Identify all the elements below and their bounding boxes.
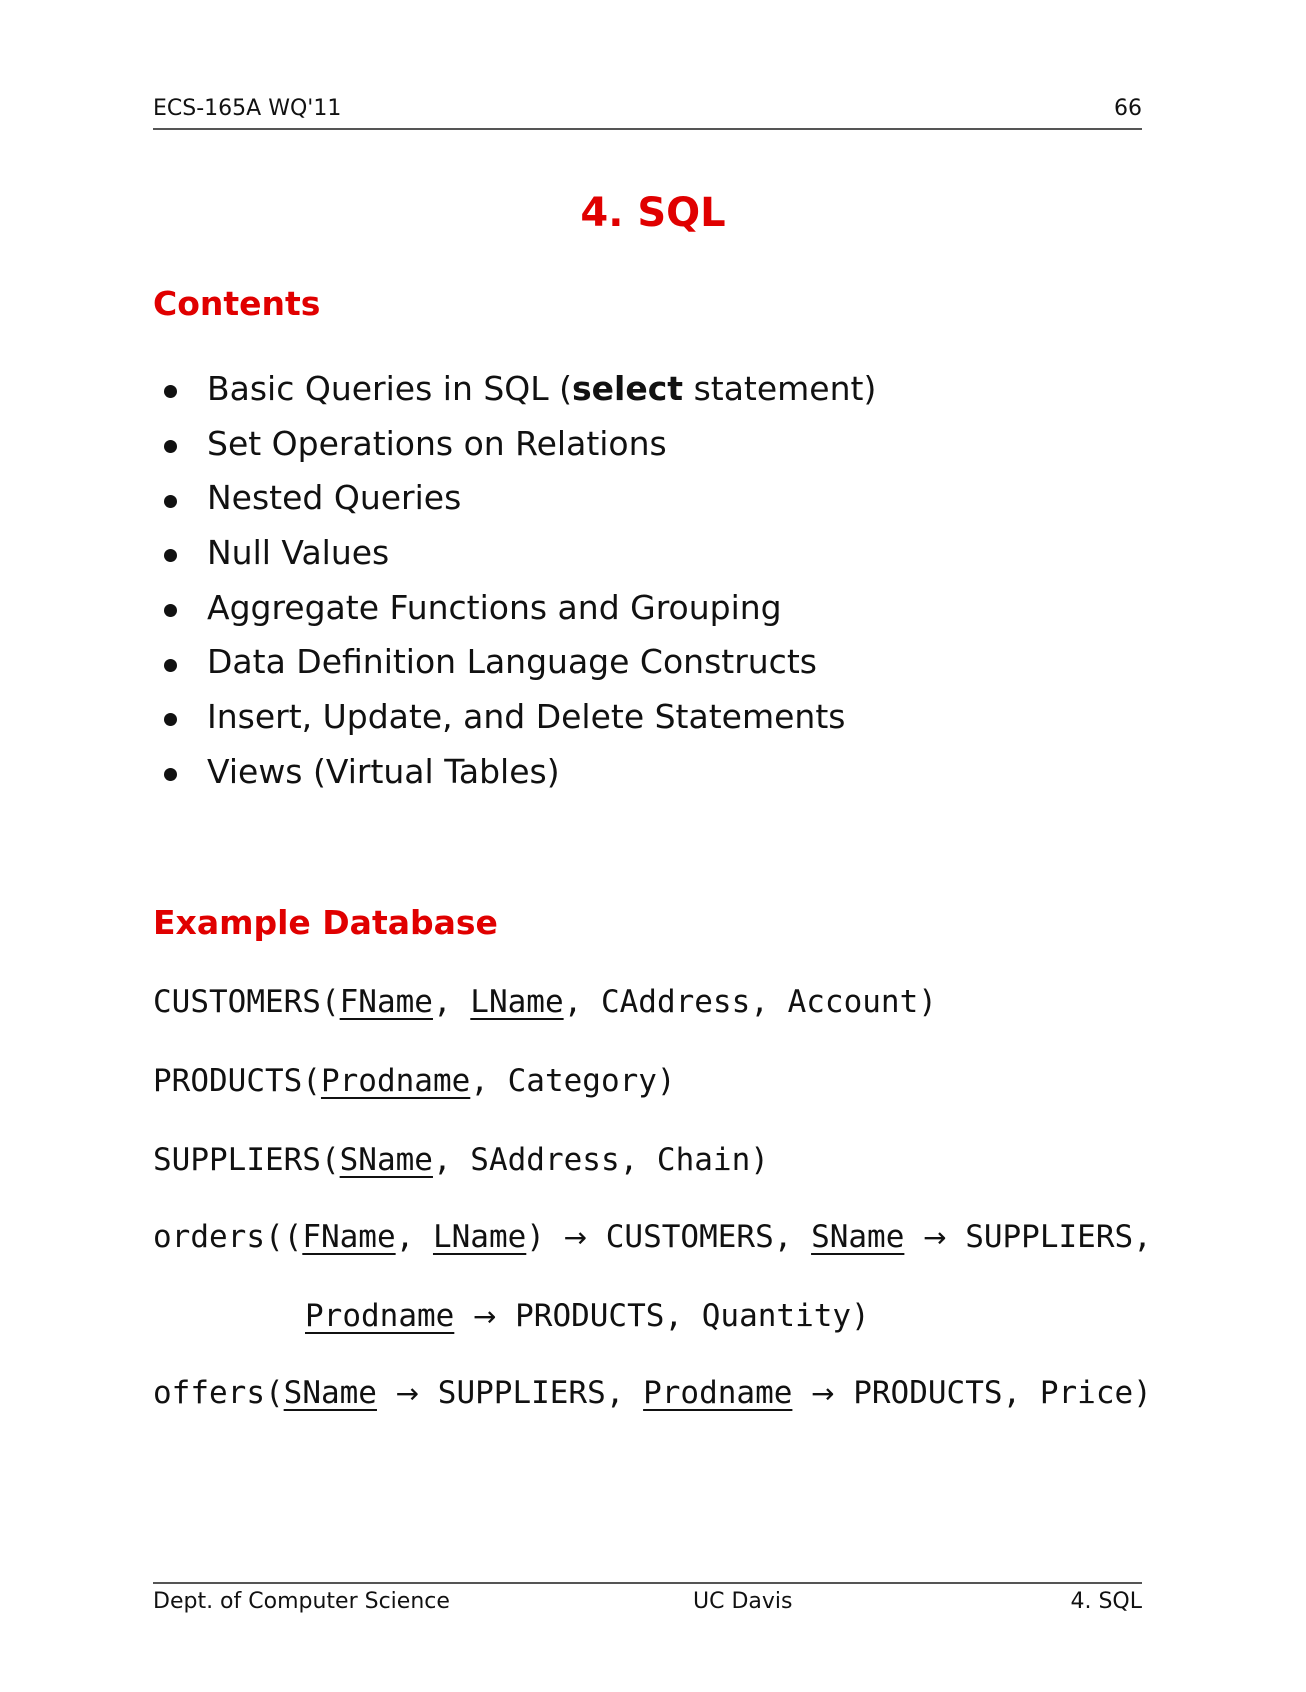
reference: PRODUCTS, Quantity) — [496, 1298, 870, 1334]
reference: PRODUCTS, Price) — [834, 1375, 1152, 1411]
arrow-icon: → — [923, 1221, 947, 1254]
contents-list — [160, 362, 876, 800]
separator: , — [395, 1219, 433, 1255]
footer-department: Dept. of Computer Science — [153, 1589, 450, 1614]
list-item-text: Set Operations on Relations — [207, 423, 667, 463]
bullet-icon — [164, 768, 177, 781]
key-attribute: FName — [302, 1219, 396, 1255]
page-number: 66 — [1114, 96, 1142, 121]
reference: SUPPLIERS, — [946, 1219, 1152, 1255]
key-attribute: LName — [470, 984, 564, 1020]
bullet-icon — [164, 713, 177, 726]
key-attribute: Prodname — [305, 1298, 455, 1334]
schema-orders-line2 — [305, 1296, 870, 1337]
page-footer — [153, 1585, 1142, 1619]
separator: ) — [526, 1219, 564, 1255]
key-attribute: FName — [339, 984, 433, 1020]
bullet-icon — [164, 495, 177, 508]
key-attribute: SName — [339, 1142, 433, 1178]
list-item-text: Data Definition Language Constructs — [207, 642, 817, 682]
relation-name: orders(( — [153, 1219, 303, 1255]
footer-rule — [153, 1582, 1142, 1584]
page-title: 4. SQL — [580, 190, 726, 236]
key-attribute: LName — [432, 1219, 527, 1255]
list-item — [160, 362, 876, 417]
attributes: , Category) — [470, 1063, 676, 1099]
schema-offers — [153, 1373, 1152, 1414]
list-item — [160, 745, 876, 800]
key-attribute: Prodname — [320, 1063, 471, 1099]
bullet-icon — [164, 659, 177, 672]
reference: CUSTOMERS, — [587, 1219, 812, 1255]
relation-name: offers( — [153, 1375, 284, 1411]
contents-heading: Contents — [153, 284, 321, 323]
list-item-bold: select — [572, 369, 684, 408]
arrow-icon: → — [563, 1221, 588, 1254]
example-database-heading: Example Database — [153, 903, 498, 942]
list-item — [160, 471, 876, 526]
arrow-icon: → — [472, 1300, 497, 1333]
bullet-icon — [164, 549, 177, 562]
schema-orders-line1 — [153, 1217, 1152, 1258]
list-item-text: Nested Queries — [207, 478, 462, 518]
bullet-icon — [164, 385, 177, 398]
list-item — [160, 581, 876, 636]
relation-name: PRODUCTS( — [153, 1063, 321, 1099]
relation-name: CUSTOMERS( — [153, 984, 340, 1020]
relation-name: SUPPLIERS( — [153, 1142, 340, 1178]
page-header — [153, 92, 1142, 126]
attributes: , SAddress, Chain) — [432, 1142, 769, 1178]
list-item-text: Views (Virtual Tables) — [207, 751, 560, 791]
attributes: , CAddress, Account) — [563, 984, 937, 1020]
reference: SUPPLIERS, — [419, 1375, 644, 1411]
course-label: ECS-165A WQ'11 — [153, 96, 342, 121]
schema-suppliers — [153, 1140, 769, 1180]
footer-university: UC Davis — [693, 1589, 793, 1614]
schema-products — [153, 1061, 676, 1101]
header-rule — [153, 128, 1142, 130]
list-item-text: Null Values — [207, 533, 390, 573]
key-attribute: SName — [811, 1219, 905, 1255]
key-attribute: Prodname — [643, 1375, 793, 1411]
list-item — [160, 526, 876, 581]
schema-customers — [153, 982, 937, 1022]
list-item-text: Insert, Update, and Delete Statements — [207, 697, 846, 737]
list-item-text: Aggregate Functions and Grouping — [207, 587, 782, 627]
list-item-text-after: statement) — [683, 369, 877, 408]
bullet-icon — [164, 440, 177, 453]
list-item — [160, 690, 876, 745]
list-item-text-before: Basic Queries in SQL ( — [207, 369, 573, 408]
arrow-icon: → — [395, 1377, 420, 1410]
footer-chapter: 4. SQL — [1070, 1589, 1142, 1614]
bullet-icon — [164, 604, 177, 617]
key-attribute: SName — [283, 1375, 377, 1411]
list-item — [160, 635, 876, 690]
separator: , — [432, 984, 471, 1020]
arrow-icon: → — [811, 1377, 835, 1410]
list-item — [160, 417, 876, 472]
